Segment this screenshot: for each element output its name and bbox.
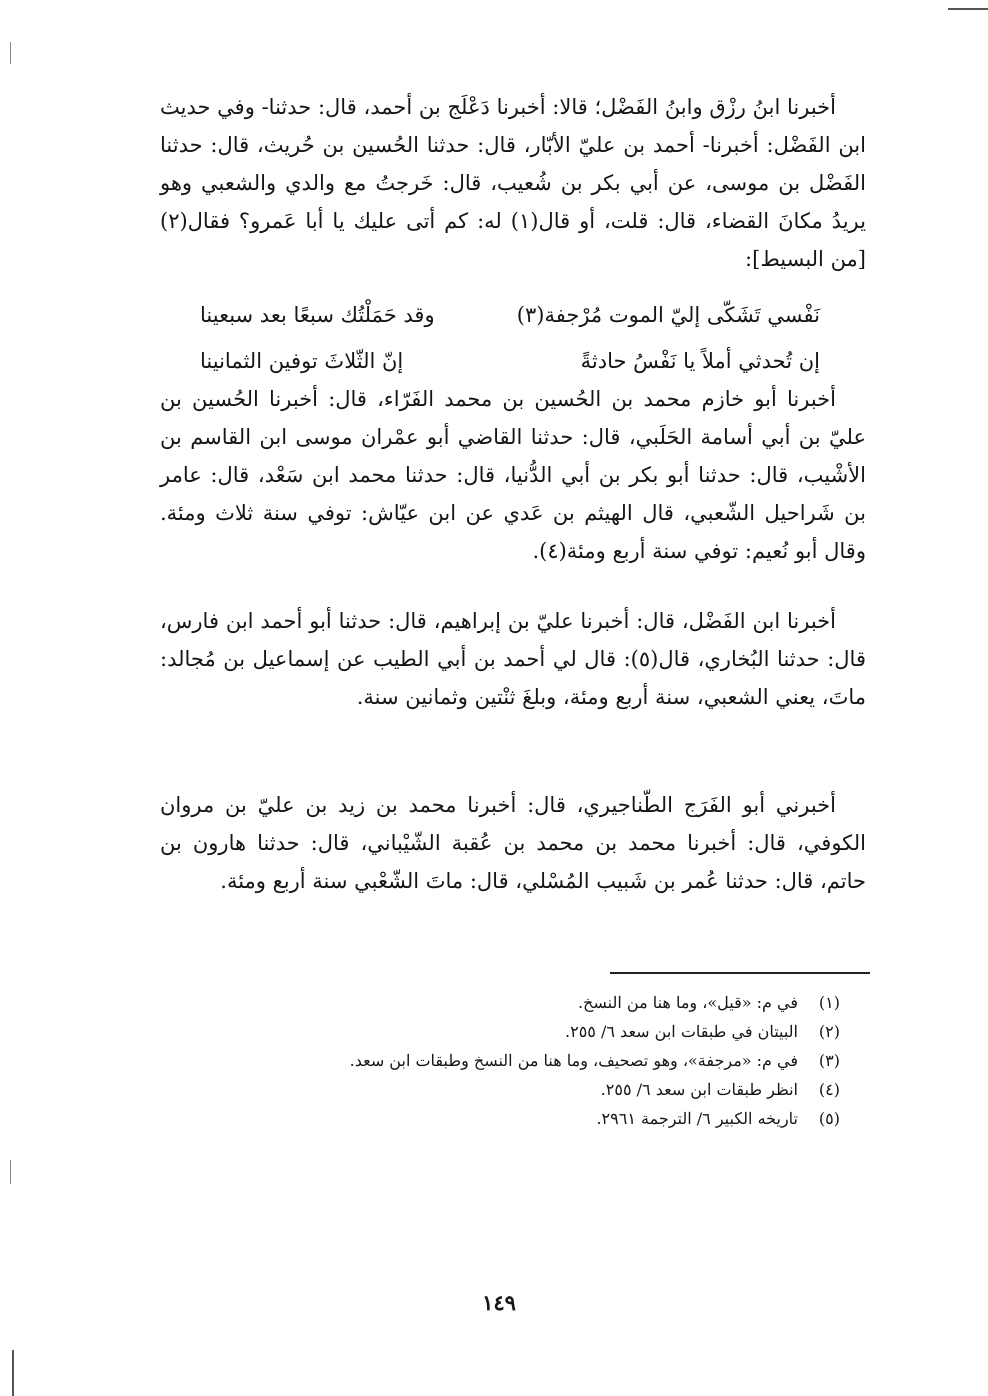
footnote-number: (٣) xyxy=(818,1051,840,1070)
paragraph-text: أخبرنا أبو خازم محمد بن الحُسين بن محمد الفَرّاء، قال: أخبرنا الحُسين بن عليّ بن أبي أسامة الحَلَبي، قال: حدثنا القاضي أبو عمْران موسى ابن القاسم بن الأشْيب، قال: حدثنا أبو بكر بن أبي الدُّنيا، قال: حدثنا محمد ابن سَعْد، قال: عامر بن شَراحيل الشّعبي، قال الهيثم بن عَدي عن ابن عيّاش: توفي سنة ثلاث ومئة. وقال أبو نُعيم: توفي سنة أربع ومئة(٤). xyxy=(160,387,866,563)
paragraph-3 xyxy=(160,602,866,716)
poem-hemistich-right: نَفْسي تَشَكّى إليّ الموت مُرْجفة(٣) xyxy=(516,303,820,327)
paragraph-text: أخبرنا ابنُ رزْق وابنُ الفَضْل؛ قالا: أخبرنا دَعْلَج بن أحمد، قال: حدثنا- وفي حديث ابن الفَضْل: أخبرنا- أحمد بن عليّ الأبّار، قال: حدثنا الحُسين بن حُريث، قال: حدثنا الفَضْل بن موسى، عن أبي بكر بن شُعيب، قال: خَرجتُ مع والدي والشعبي وهو يريدُ مكانَ القضاء، قال: قلت، أو قال(١) له: كم أتى عليك يا أبا عَمرو؟ فقال(٢)[من البسيط]: xyxy=(160,95,866,271)
footnote xyxy=(240,1017,840,1046)
poem-hemistich-left: إنّ الثّلاثَ توفين الثمانينا xyxy=(200,349,404,373)
footnote-number: (٤) xyxy=(818,1080,840,1099)
paragraph-text: أخبرنا ابن الفَضْل، قال: أخبرنا عليّ بن إبراهيم، قال: حدثنا أبو أحمد ابن فارس، قال: حدثنا البُخاري، قال(٥): قال لي أحمد بن أبي الطيب عن إسماعيل بن مُجالد: ماتَ، يعني الشعبي، سنة أربع ومئة، وبلغَ ثنْتين وثمانين سنة. xyxy=(160,609,866,709)
scan-edge-mark xyxy=(10,1160,11,1184)
scan-edge-mark xyxy=(948,8,988,10)
paragraph-1 xyxy=(160,88,866,278)
paragraph-4 xyxy=(160,786,866,900)
scan-edge-mark xyxy=(10,42,11,64)
paragraph-text: أخبرني أبو الفَرَج الطّناجيري، قال: أخبرنا محمد بن زيد بن عليّ بن مروان الكوفي، قال: أخبرنا محمد بن محمد بن عُقبة الشّيْباني، قال: حدثنا هارون بن حاتم، قال: حدثنا عُمر بن شَبيب المُسْلي، قال: ماتَ الشّعْبي سنة أربع ومئة. xyxy=(160,793,866,893)
scan-edge-mark xyxy=(12,1350,14,1396)
poem-hemistich-left: وقد حَمَلْتُك سبعًا بعد سبعينا xyxy=(200,303,435,327)
poem xyxy=(200,292,820,384)
poem-verse xyxy=(200,292,820,338)
footnote-number: (١) xyxy=(818,993,840,1012)
footnote-text: البيتان في طبقات ابن سعد ٦/ ٢٥٥. xyxy=(565,1022,798,1041)
footnotes xyxy=(240,988,840,1133)
poem-hemistich-right: إن تُحدثي أملاً يا نَفْسُ حادثةً xyxy=(580,349,820,373)
poem-verse xyxy=(200,338,820,384)
footnote-text: انظر طبقات ابن سعد ٦/ ٢٥٥. xyxy=(600,1080,798,1099)
footnote-text: في م: «قيل»، وما هنا من النسخ. xyxy=(577,993,798,1012)
footnote xyxy=(240,988,840,1017)
footnote-text: في م: «مرجفة»، وهو تصحيف، وما هنا من النسخ وطبقات ابن سعد. xyxy=(349,1051,798,1070)
footnote xyxy=(240,1104,840,1133)
footnote-number: (٥) xyxy=(818,1109,840,1128)
page-number: ١٤٩ xyxy=(482,1290,516,1315)
paragraph-2 xyxy=(160,380,866,570)
footnote xyxy=(240,1046,840,1075)
footnote-number: (٢) xyxy=(818,1022,840,1041)
footnote-text: تاريخه الكبير ٦/ الترجمة ٢٩٦١. xyxy=(596,1109,798,1128)
footnote xyxy=(240,1075,840,1104)
footnote-separator xyxy=(610,972,870,974)
